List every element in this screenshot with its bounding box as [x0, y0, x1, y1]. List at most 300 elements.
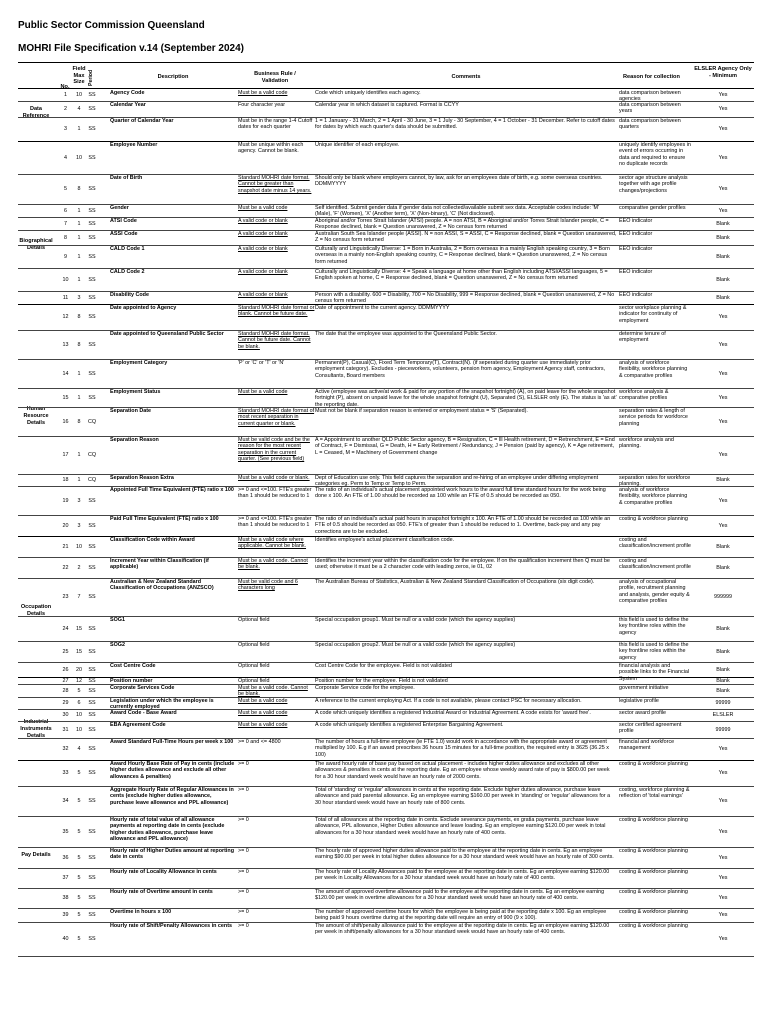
field-max-size: 3 — [77, 497, 81, 504]
elsler-minimum: Blank — [716, 564, 730, 571]
field-number: 35 — [62, 828, 69, 835]
field-comments: Cost Centre Code for the employee. Field is not validated — [315, 663, 452, 669]
collection-reason: analysis of workforce flexibility, workforce planning & comparative profiles — [619, 360, 688, 379]
field-comments: Total of all allowances at the reporting date in cents. Exclude severance payments, ex gratia payments, purchase leave allowance, PPL allowance, Higher Duties allowance and leave loading. Eg an employee earning $120.00 per week in total allowances for a 30 hour standard week would have an hourly rate of 400 cents. — [315, 817, 606, 836]
group-label: Biographical Details — [19, 238, 53, 251]
field-max-size: 8 — [77, 185, 81, 192]
field-description: Separation Reason Extra — [110, 475, 174, 481]
field-number: 32 — [62, 745, 69, 752]
business-rule: >= 0 — [238, 848, 249, 854]
field-number: 33 — [62, 769, 69, 776]
table-row — [0, 101, 770, 117]
business-rule: >= 0 and <=100. FTE's greater than 1 should be reduced to 1 — [238, 516, 312, 529]
field-comments: Permanent(P), Casual(C), Fixed Term Temporary(T), Contract(N). (if seperated during quarter use immediately prior employment category). Excludes - pieceworkers, volunteers, pension from agency, Employment Agency staff, contractors, Consultants, Board members — [315, 360, 606, 379]
table-row — [0, 816, 770, 847]
field-comments: The number of hours a full-time employee (ie FTE 1.0) would work in accordance with the appropriate award or agreement multiplied by 100. E.g if an award prescribes 36 hours 15 minutes for a full-time position, the required entry is 3625 (36.25 x 100) — [315, 739, 609, 758]
table-row — [0, 245, 770, 268]
field-max-size: 10 — [76, 726, 82, 733]
table-row — [0, 291, 770, 304]
field-period: SS — [88, 935, 96, 942]
field-comments: Person with a disability. 600 = Disability, 700 = No Disability, 999 = Response declined, blank = Question unanswered, Z = No census form returned — [315, 292, 615, 305]
collection-reason: costing and classification/increment profile — [619, 537, 691, 550]
business-rule: A valid code or blank — [238, 246, 288, 252]
field-description: CALD Code 2 — [110, 269, 145, 275]
business-rule: >= 0 — [238, 787, 249, 793]
field-number: 36 — [62, 854, 69, 861]
field-description: Aggregate Hourly Rate of Regular Allowances in cents (exclude higher duties allowance, purchase leave allowance and PPL allowance) — [110, 787, 234, 806]
table-row — [0, 578, 770, 616]
collection-reason: sector age structure analysis together with age profile changes/projections — [619, 175, 688, 194]
field-number: 34 — [62, 797, 69, 804]
field-number: 10 — [62, 276, 69, 283]
elsler-minimum: Blank — [716, 625, 730, 632]
elsler-minimum: Yes — [718, 894, 728, 901]
field-period: SS — [88, 711, 96, 718]
collection-reason: workforce analysis & comparative profiles — [619, 389, 669, 402]
field-max-size: 1 — [77, 207, 81, 214]
table-row — [0, 616, 770, 641]
field-description: Disability Code — [110, 292, 149, 298]
field-number: 4 — [64, 154, 67, 161]
field-description: Corporate Services Code — [110, 685, 175, 691]
field-max-size: 1 — [77, 451, 81, 458]
table-row — [0, 230, 770, 245]
field-max-size: 5 — [77, 687, 81, 694]
table-row — [0, 888, 770, 908]
table-row — [0, 557, 770, 578]
elsler-minimum: Yes — [718, 797, 728, 804]
elsler-minimum: Yes — [718, 854, 728, 861]
field-max-size: 1 — [77, 370, 81, 377]
field-number: 31 — [62, 726, 69, 733]
elsler-minimum: 999999 — [714, 593, 732, 600]
field-max-size: 3 — [77, 294, 81, 301]
business-rule: Optional field — [238, 642, 270, 648]
elsler-minimum: Yes — [718, 874, 728, 881]
field-max-size: 1 — [77, 234, 81, 241]
business-rule: Must be a valid code — [238, 90, 288, 96]
table-row — [0, 174, 770, 204]
field-description: Legislation under which the employee is currently employed — [110, 698, 214, 711]
collection-reason: costing & workforce planning — [619, 848, 688, 854]
field-description: Employment Category — [110, 360, 168, 366]
elsler-minimum: ELSLER — [712, 711, 734, 718]
field-period: SS — [88, 726, 96, 733]
field-period: SS — [88, 253, 96, 260]
field-comments: A code which uniquely identifies a registered Industrial Award or Industrial Agreement. A code exists for 'award free'. — [315, 710, 591, 716]
collection-reason: analysis of workforce flexibility, workforce planning & comparative profiles — [619, 487, 688, 506]
header-field-size: Field Max Size — [72, 66, 86, 85]
group-label: Human Resource Details — [23, 406, 49, 426]
field-period: SS — [88, 276, 96, 283]
field-number: 3 — [64, 125, 67, 132]
field-description: Employment Status — [110, 389, 161, 395]
field-period: CQ — [87, 451, 97, 458]
field-comments: Special occupation group1. Must be null or a valid code (which the agency supplies) — [315, 617, 516, 623]
field-max-size: 10 — [76, 154, 82, 161]
field-comments: Aboriginal and/or Torres Strait Islander (ATSI) people. A = non ATSI, B = Aboriginal and/or Torres Strait Islander people, C = Response declined, blank = Question unanswered, Z = No census form returned — [315, 218, 609, 231]
field-description: Gender — [110, 205, 129, 211]
field-description: Increment Year within Classification (if applicable) — [110, 558, 209, 571]
field-period: SS — [88, 313, 96, 320]
collection-reason: separation rates & length of service periods for workforce planning — [619, 408, 688, 427]
field-period: SS — [88, 497, 96, 504]
field-description: Cost Centre Code — [110, 663, 156, 669]
collection-reason: this field is used to define the key frontline roles within the agency — [619, 617, 689, 636]
field-comments: A reference to the current employing Act. If a code is not available, please contact PSC for necessary allocation. — [315, 698, 582, 704]
field-number: 23 — [62, 593, 69, 600]
field-max-size: 10 — [76, 711, 82, 718]
field-description: Date of Birth — [110, 175, 143, 181]
collection-reason: costing & workforce planning — [619, 889, 688, 895]
field-number: 8 — [64, 234, 67, 241]
table-row — [0, 760, 770, 786]
field-description: Employee Number — [110, 142, 158, 148]
collection-reason: financial analysis and possible links to the Financial System — [619, 663, 690, 682]
business-rule: Standard MOHRI date format of most recent separation in current quarter or blank. — [238, 408, 315, 427]
document-subtitle: MOHRI File Specification v.14 (September 2024) — [18, 43, 244, 54]
field-description: Paid Full Time Equivalent (FTE) ratio x 100 — [110, 516, 219, 522]
business-rule: Standard MOHRI date format. Cannot be future date. Cannot be blank. — [238, 331, 311, 350]
elsler-minimum: Blank — [716, 234, 730, 241]
elsler-minimum: Yes — [718, 911, 728, 918]
collection-reason: costing & workforce planning — [619, 761, 688, 767]
field-period: SS — [88, 687, 96, 694]
collection-reason: uniquely identify employees in event of errors occurring in data and required to ensure no duplicate records — [619, 142, 691, 168]
field-number: 17 — [62, 451, 69, 458]
field-number: 21 — [62, 543, 69, 550]
business-rule: Standard MOHRI date format. Cannot be greater than snapshot date minus 14 years. — [238, 175, 312, 194]
business-rule: Must be a valid code. Cannot be blank. — [238, 685, 308, 698]
table-row — [0, 89, 770, 101]
field-max-size: 8 — [77, 418, 81, 425]
field-max-size: 12 — [76, 677, 82, 684]
table-row — [0, 536, 770, 557]
field-max-size: 2 — [77, 564, 81, 571]
table-row — [0, 407, 770, 436]
elsler-minimum: Blank — [716, 687, 730, 694]
business-rule: Standard MOHRI date format or blank. Cannot be future date. — [238, 305, 315, 318]
table-row — [0, 204, 770, 217]
elsler-minimum: Yes — [718, 418, 728, 425]
field-period: SS — [88, 828, 96, 835]
elsler-minimum: Yes — [718, 935, 728, 942]
business-rule: Must be in the range 1-4 Cutoff dates for each quarter — [238, 118, 313, 131]
field-period: SS — [88, 797, 96, 804]
table-row — [0, 677, 770, 684]
field-period: SS — [88, 699, 96, 706]
field-number: 40 — [62, 935, 69, 942]
field-description: Quarter of Calendar Year — [110, 118, 174, 124]
field-comments: The Australian Bureau of Statistics, Australian & New Zealand Standard Classification of Occupations (six digit code). — [315, 579, 595, 585]
field-description: Separation Date — [110, 408, 152, 414]
collection-reason: costing & workforce planning — [619, 923, 688, 929]
table-row — [0, 868, 770, 888]
field-comments: Must not be blank if separation reason is entered or employment status = 'S' (Separated). — [315, 408, 528, 414]
table-row — [0, 359, 770, 388]
field-number: 25 — [62, 648, 69, 655]
group-label: Industrial Instruments Details — [20, 719, 52, 739]
group-label: Occupation Details — [20, 604, 52, 617]
field-max-size: 5 — [77, 935, 81, 942]
field-period: SS — [88, 745, 96, 752]
field-description: Classification Code within Award — [110, 537, 195, 543]
field-description: Date appointed to Agency — [110, 305, 177, 311]
collection-reason: comparative gender profiles — [619, 205, 686, 211]
elsler-minimum: Yes — [718, 769, 728, 776]
field-period: SS — [88, 543, 96, 550]
business-rule: Must be a valid code where applicable. Cannot be blank. — [238, 537, 307, 550]
elsler-minimum: Blank — [716, 677, 730, 684]
table-row — [0, 330, 770, 359]
elsler-minimum: Blank — [716, 276, 730, 283]
field-description: Calendar Year — [110, 102, 146, 108]
field-number: 29 — [62, 699, 69, 706]
group-label: Pay Details — [21, 852, 51, 858]
field-comments: Date of appointment to the current agency. DDMMYYYY — [315, 305, 450, 311]
table-row — [0, 684, 770, 697]
field-max-size: 5 — [77, 797, 81, 804]
collection-reason: data comparison between quarters — [619, 118, 681, 131]
field-comments: Identifies employee's actual placement classification code. — [315, 537, 455, 543]
collection-reason: determine tenure of employment — [619, 331, 666, 344]
field-period: SS — [88, 294, 96, 301]
business-rule: Must be a valid code — [238, 389, 288, 395]
table-row — [0, 922, 770, 956]
field-period: SS — [88, 394, 96, 401]
collection-reason: EEO indicator — [619, 292, 653, 298]
elsler-minimum: Yes — [718, 185, 728, 192]
field-description: ATSI Code — [110, 218, 137, 224]
field-description: Appointed Full Time Equivalent (FTE) ratio x 100 — [110, 487, 234, 493]
field-number: 2 — [64, 105, 67, 112]
elsler-minimum: Yes — [718, 451, 728, 458]
business-rule: Must be valid code and 6 characters long — [238, 579, 298, 592]
field-period: SS — [88, 874, 96, 881]
header-comments: Comments — [451, 74, 481, 80]
field-period: SS — [88, 564, 96, 571]
elsler-minimum: Yes — [718, 91, 728, 98]
field-comments: Active (employee was active/at work & paid for any portion of the snapshot fortnight) (A), on paid leave for the whole snapshot fortnight (P), absent on unpaid leave for the whole snapshot fortnight (U), Separated (S), ELSLER only (E). The status is 'as at' the reporting date. — [315, 389, 617, 408]
collection-reason: EEO indicator — [619, 218, 653, 224]
field-max-size: 1 — [77, 276, 81, 283]
field-description: Australian & New Zealand Standard Classification of Occupations (ANZSCO) — [110, 579, 214, 592]
field-comments: The amount of approved overtime allowance paid to the employee at the reporting date in cents. Eg an employee earning $120.00 per week in overtime allowances for a 30 hour standard week would have an hourly rate of 400 cents. — [315, 889, 605, 902]
field-description: Hourly rate of Locality Allowance in cents — [110, 869, 217, 875]
field-max-size: 1 — [77, 125, 81, 132]
field-period: SS — [88, 185, 96, 192]
business-rule: A valid code or blank — [238, 231, 288, 237]
collection-reason: EEO indicator — [619, 231, 653, 237]
field-description: EBA Agreement Code — [110, 722, 166, 728]
field-number: 39 — [62, 911, 69, 918]
header-description: Description — [157, 74, 189, 80]
field-max-size: 10 — [76, 91, 82, 98]
business-rule: Optional field — [238, 678, 270, 684]
collection-reason: analysis of occupational profile, recruitment planning and analysis, gender equity & comparative profiles — [619, 579, 690, 605]
collection-reason: costing and classification/increment profile — [619, 558, 691, 571]
table-row — [0, 217, 770, 230]
field-number: 12 — [62, 313, 69, 320]
elsler-minimum: Blank — [716, 476, 730, 483]
field-description: ASSI Code — [110, 231, 138, 237]
field-period: SS — [88, 677, 96, 684]
field-period: SS — [88, 234, 96, 241]
field-description: Award Code - Base Award — [110, 710, 177, 716]
field-number: 1 — [64, 91, 67, 98]
business-rule: Must be a valid code. Cannot be blank. — [238, 558, 308, 571]
collection-reason: separation rates for workforce planning. — [619, 475, 691, 488]
field-period: SS — [88, 220, 96, 227]
collection-reason: costing & workforce planning — [619, 909, 688, 915]
field-description: Award Hourly Base Rate of Pay in cents (include higher duties allowance and exclude all other allowances & penalties) — [110, 761, 235, 780]
field-comments: Total of 'standing' or 'regular' allowances in cents at the reporting date. Exclude higher duties allowance, purchase leave allowance and paid parental allowance. Eg an employee earning $160.00 per week in 'standing' or 'regular' allowances for a 30 hour standard week would have an hourly rate of 800 cents. — [315, 787, 611, 806]
business-rule: Must be valid code and be the reason for the most recent separation in the current quarter. (See previous field) — [238, 437, 310, 463]
business-rule: Must be a valid code — [238, 710, 288, 716]
business-rule: >= 0 — [238, 817, 249, 823]
field-description: Hourly rate of Shift/Penalty Allowances in cents — [110, 923, 233, 929]
field-period: SS — [88, 154, 96, 161]
business-rule: A valid code or blank — [238, 218, 288, 224]
business-rule: >= 0 — [238, 869, 249, 875]
collection-reason: costing & workforce planning — [619, 869, 688, 875]
field-number: 15 — [62, 394, 69, 401]
field-period: SS — [88, 911, 96, 918]
field-description: Position number — [110, 678, 153, 684]
field-number: 24 — [62, 625, 69, 632]
business-rule: Must be unique within each agency. Cannot be blank. — [238, 142, 304, 155]
elsler-minimum: Yes — [718, 828, 728, 835]
elsler-minimum: Blank — [716, 220, 730, 227]
business-rule: Four character year — [238, 102, 286, 108]
field-description: Overtime in hours x 100 — [110, 909, 172, 915]
table-row — [0, 786, 770, 816]
business-rule: >= 0 — [238, 909, 249, 915]
group-label: Data Reference — [22, 106, 50, 119]
elsler-minimum: Yes — [718, 341, 728, 348]
elsler-minimum: Yes — [718, 394, 728, 401]
collection-reason: data comparison between years — [619, 102, 681, 115]
header-no: No. — [60, 84, 70, 90]
field-period: SS — [88, 370, 96, 377]
field-max-size: 10 — [76, 543, 82, 550]
header-business-rule: Business Rule / Validation — [254, 71, 296, 84]
header-reason: Reason for collection — [623, 74, 680, 80]
elsler-minimum: Yes — [718, 370, 728, 377]
field-comments: Special occupation group2. Must be null or a valid code (which the agency supplies) — [315, 642, 516, 648]
elsler-minimum: Yes — [718, 125, 728, 132]
field-comments: Australian South Sea Islander people (ASSI). N = non ASSI, S = ASSI, C = Response declined, blank = Question unanswered, Z = No census form returned — [315, 231, 617, 244]
business-rule: 'P' or 'C' or 'T' or 'N' — [238, 360, 285, 366]
field-comments: Culturally and Linguistically Diverse: 4 = Speak a language at home other than English including ATSI/ASSI languages, 5 = English spoken at home, C = Response declined, blank = Question unanswered, Z = No census form returned — [315, 269, 608, 282]
table-row — [0, 515, 770, 536]
document-title: Public Sector Commission Queensland — [18, 20, 205, 31]
field-number: 6 — [64, 207, 67, 214]
table-row — [0, 117, 770, 141]
field-comments: The amount of shift/penalty allowance paid to the employee at the reporting date in cents. Eg an employee earning $120.00 per week in shift/penalty allowances for a 30 hour standard week would have an hourly rate of 400 cents. — [315, 923, 610, 936]
field-comments: Code which uniquely identifies each agency. — [315, 90, 421, 96]
field-period: SS — [88, 894, 96, 901]
field-description: Date appointed to Queensland Public Sector — [110, 331, 224, 337]
header-top-rule — [18, 62, 754, 63]
field-comments: Should only be blank where employers cannot, by law, ask for an employees date of birth, e.g. some overseas countries. DDMMYYYY — [315, 175, 603, 188]
elsler-minimum: Yes — [718, 497, 728, 504]
field-comments: The hourly rate of approved higher duties allowance paid to the employee at the reporting date in cents. Eg an employee earning $90.00 per week in total higher duties allowance for a 30 hour standard week would have an hourly rate of 300 cents. — [315, 848, 614, 861]
collection-reason: data comparison between agencies — [619, 90, 681, 103]
collection-reason: workforce analysis and planning. — [619, 437, 674, 450]
header-elsler: ELSLER Agency Only - Minimum — [694, 66, 752, 79]
field-number: 20 — [62, 522, 69, 529]
business-rule: >= 0 — [238, 761, 249, 767]
field-comments: A code which uniquely identifies a registered Enterprise Bargaining Agreement. — [315, 722, 504, 728]
field-max-size: 15 — [76, 625, 82, 632]
field-period: SS — [88, 648, 96, 655]
business-rule: Must be a valid code — [238, 698, 288, 704]
elsler-minimum: Blank — [716, 253, 730, 260]
business-rule: Must be a valid code — [238, 205, 288, 211]
collection-reason: costing, workforce planning & reflection of 'total earnings' — [619, 787, 690, 800]
collection-reason: financial and workforce management — [619, 739, 675, 752]
elsler-minimum: Yes — [718, 522, 728, 529]
field-comments: Identifies the increment year within the classification code for the employee. If on the qualification increment then Q must be used; otherwise it must be a 2 character code with leading zeros, ie 01, 02 — [315, 558, 610, 571]
field-period: SS — [88, 91, 96, 98]
field-comments: Calendar year in which dataset is captured. Format is CCYY — [315, 102, 459, 108]
field-comments: The number of approved overtime hours for which the employee is being paid at the reporting date x 100. Eg an employee being paid 9 hours overtime during at the reporting date will require an entry of 900 (9 x 100). — [315, 909, 607, 922]
table-row — [0, 738, 770, 760]
field-number: 11 — [62, 294, 69, 301]
field-description: Separation Reason — [110, 437, 159, 443]
table-row — [0, 474, 770, 486]
collection-reason: government initiative — [619, 685, 669, 691]
field-description: CALD Code 1 — [110, 246, 145, 252]
elsler-minimum: Yes — [718, 745, 728, 752]
elsler-minimum: 99999 — [715, 726, 731, 733]
table-row — [0, 641, 770, 662]
field-number: 28 — [62, 687, 69, 694]
field-max-size: 4 — [77, 745, 81, 752]
field-number: 26 — [62, 666, 69, 673]
field-period: SS — [88, 105, 96, 112]
business-rule: >= 0 — [238, 889, 249, 895]
elsler-minimum: Blank — [716, 666, 730, 673]
table-row — [0, 436, 770, 474]
field-number: 5 — [64, 185, 67, 192]
field-comments: Self identified. Submit gender data if gender data not collected/available submit sex data. Acceptable codes include: 'M' (Male), 'F' (Women), 'X' (Another term), 'X' (Non-binary), 'C' (Not disclosed). — [315, 205, 600, 218]
elsler-minimum: Blank — [716, 543, 730, 550]
collection-reason: this field is used to define the key frontline roles within the agency — [619, 642, 689, 661]
business-rule: >= 0 and <= 4800 — [238, 739, 281, 745]
field-period: SS — [88, 666, 96, 673]
field-number: 22 — [62, 564, 69, 571]
field-max-size: 6 — [77, 699, 81, 706]
table-row — [0, 268, 770, 291]
collection-reason: sector award profile — [619, 710, 667, 716]
elsler-minimum: Yes — [718, 207, 728, 214]
field-period: SS — [88, 625, 96, 632]
field-number: 7 — [64, 220, 67, 227]
field-description: SOG1 — [110, 617, 125, 623]
collection-reason: sector workplace planning & indicator for continuity of employment — [619, 305, 687, 324]
field-comments: The award hourly rate of base pay based on actual placement - includes higher duties allowance and excludes all other allowances & penalties in cents at the reporting date. Eg an employee whose weekly award rate of pay is $800.00 per week for a 30 hour standard week would have an hourly rate of 2000 cents. — [315, 761, 610, 780]
table-row — [0, 388, 770, 407]
row-divider — [18, 956, 754, 957]
business-rule: A valid code or blank — [238, 269, 288, 275]
field-comments: The date that the employee was appointed to the Queensland Public Sector. — [315, 331, 497, 337]
table-row — [0, 847, 770, 868]
collection-reason: costing & workforce planning — [619, 817, 688, 823]
field-comments: A = Appointment to another QLD Public Sector agency, B = Resignation, C = Ill Health retirement, D = Retrenchment, E = End of Contract, F = Dismissal, G = Death, H = Early Retirement / Redundancy, J = Pension (paid by agency), K = Age retirement, L = Ceased, M = Machinery of Government change — [315, 437, 615, 456]
field-period: SS — [88, 593, 96, 600]
